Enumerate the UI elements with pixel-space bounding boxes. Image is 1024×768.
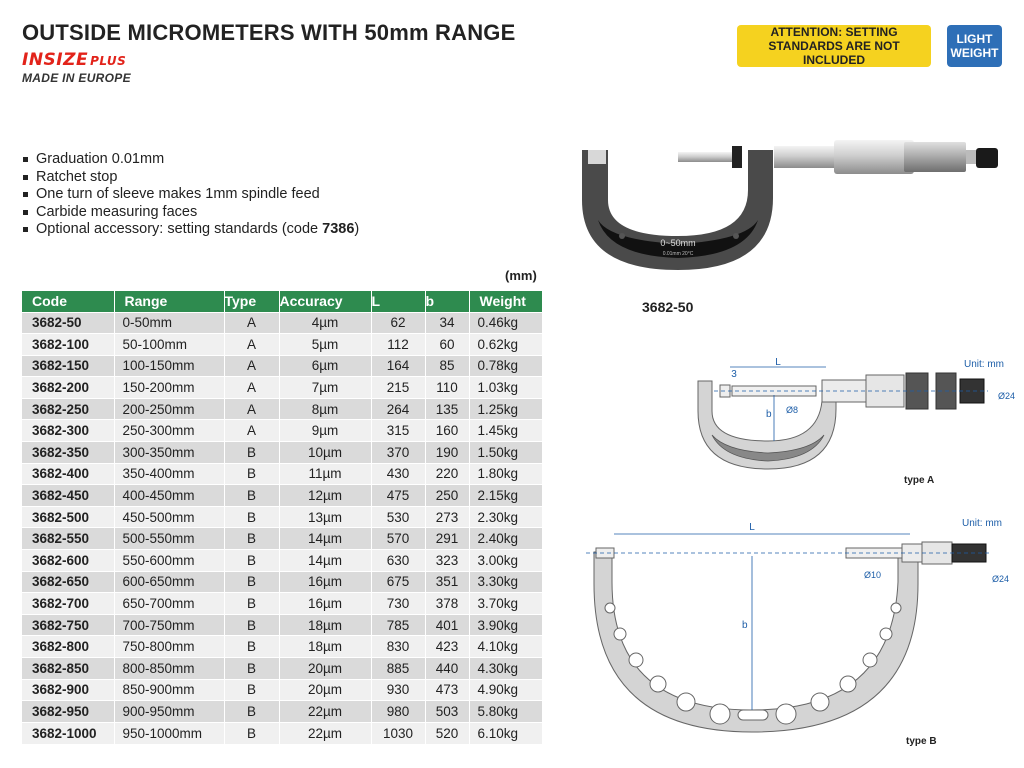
frame-hole [863,653,877,667]
ratchet [976,148,998,168]
cell-weight: 2.40kg [469,528,543,550]
cell-weight: 3.90kg [469,614,543,636]
cell-b: 423 [425,636,469,658]
cell-code: 3682-1000 [22,722,114,744]
table-row [22,528,543,550]
brand-plus: PLUS [90,54,127,68]
cell-code: 3682-150 [22,355,114,377]
dim-3-label-a: 3 [731,369,737,380]
table-row [22,722,543,744]
table-header-row [22,291,543,312]
feature-optional-suffix: ) [354,221,360,237]
cell-code: 3682-450 [22,485,114,507]
cell-l: 785 [371,614,425,636]
header-b: b [425,291,469,312]
cell-accuracy: 6µm [279,355,371,377]
cell-accuracy: 14µm [279,528,371,550]
cell-l: 530 [371,506,425,528]
cell-type: B [224,658,279,680]
table-row [22,355,543,377]
cell-code: 3682-950 [22,701,114,723]
anvil [588,150,606,164]
page-title: OUTSIDE MICROMETERS WITH 50mm RANGE [22,20,516,45]
cell-type: B [224,636,279,658]
cell-b: 473 [425,679,469,701]
table-row [22,506,543,528]
cell-b: 110 [425,377,469,399]
cell-l: 430 [371,463,425,485]
table-row [22,701,543,723]
feature-item: Graduation 0.01mm [22,151,359,169]
cell-b: 85 [425,355,469,377]
cell-range: 950-1000mm [114,722,224,744]
cell-code: 3682-400 [22,463,114,485]
table-row [22,658,543,680]
cell-type: B [224,463,279,485]
diagram-type-a [690,355,1016,495]
frame-hole [880,628,892,640]
cell-code: 3682-600 [22,550,114,572]
dim-l-label-a: L [775,357,781,368]
cell-accuracy: 22µm [279,701,371,723]
cell-weight: 4.30kg [469,658,543,680]
cell-accuracy: 8µm [279,398,371,420]
cell-b: 273 [425,506,469,528]
table-row [22,398,543,420]
dim-b-label-a: b [766,409,772,420]
frame-label: 0~50mm [660,238,696,248]
header-accuracy: Accuracy [279,291,371,312]
cell-code: 3682-250 [22,398,114,420]
cell-accuracy: 16µm [279,571,371,593]
frame-hole [677,693,695,711]
cell-accuracy: 7µm [279,377,371,399]
cell-range: 450-500mm [114,506,224,528]
unit-label-a: Unit: mm [964,359,1004,370]
cell-range: 400-450mm [114,485,224,507]
cell-b: 291 [425,528,469,550]
frame-hole [891,603,901,613]
brand-origin: MADE IN EUROPE [22,71,131,85]
cell-accuracy: 13µm [279,506,371,528]
dim-d24-label-a: Ø24 [998,391,1016,401]
cell-code: 3682-200 [22,377,114,399]
table-row [22,614,543,636]
cell-range: 50-100mm [114,334,224,356]
cell-range: 100-150mm [114,355,224,377]
cell-weight: 0.62kg [469,334,543,356]
cell-accuracy: 9µm [279,420,371,442]
cell-range: 0-50mm [114,312,224,334]
cell-range: 150-200mm [114,377,224,399]
cell-b: 351 [425,571,469,593]
frame-hole [811,693,829,711]
diagram-type-b [580,512,1010,752]
cell-code: 3682-700 [22,593,114,615]
cell-type: A [224,420,279,442]
photo-caption: 3682-50 [642,299,694,315]
cell-range: 300-350mm [114,442,224,464]
cell-range: 900-950mm [114,701,224,723]
cell-code: 3682-50 [22,312,114,334]
dim-l-label-b: L [749,522,755,533]
table-row [22,679,543,701]
cell-code: 3682-800 [22,636,114,658]
feature-item-optional [22,221,359,239]
table-row [22,442,543,464]
cell-code: 3682-500 [22,506,114,528]
table-row [22,312,543,334]
table-row [22,593,543,615]
cell-type: A [224,312,279,334]
cell-l: 570 [371,528,425,550]
cell-type: B [224,679,279,701]
frame-hole [605,603,615,613]
cell-range: 800-850mm [114,658,224,680]
cell-accuracy: 16µm [279,593,371,615]
lock-ring [732,146,742,168]
cell-weight: 1.03kg [469,377,543,399]
cell-b: 220 [425,463,469,485]
cell-b: 323 [425,550,469,572]
frame-slot [738,710,768,720]
cell-weight: 0.46kg [469,312,543,334]
cell-code: 3682-900 [22,679,114,701]
cell-accuracy: 10µm [279,442,371,464]
thimble [834,140,914,174]
cell-b: 250 [425,485,469,507]
cell-range: 350-400mm [114,463,224,485]
table-row [22,420,543,442]
cell-l: 264 [371,398,425,420]
table-unit: (mm) [505,268,537,283]
table-row [22,377,543,399]
header-code: Code [22,291,114,312]
table-row [22,571,543,593]
cell-accuracy: 22µm [279,722,371,744]
cell-l: 112 [371,334,425,356]
cell-accuracy: 18µm [279,636,371,658]
cell-l: 164 [371,355,425,377]
cell-type: B [224,550,279,572]
table-row [22,485,543,507]
table-body [22,312,543,744]
cell-weight: 1.25kg [469,398,543,420]
dim-b-label-b: b [742,620,748,631]
cell-accuracy: 11µm [279,463,371,485]
cell-code: 3682-350 [22,442,114,464]
cell-l: 475 [371,485,425,507]
cell-range: 750-800mm [114,636,224,658]
dim-d10-label-b: Ø10 [864,570,882,580]
table-row [22,334,543,356]
cell-code: 3682-100 [22,334,114,356]
cell-type: B [224,442,279,464]
cell-b: 378 [425,593,469,615]
frame-hole [629,653,643,667]
frame-sublabel: 0.01mm 20°C [662,251,694,257]
cell-range: 500-550mm [114,528,224,550]
feature-optional-prefix: Optional accessory: setting standards (code [36,221,323,237]
dim-d8-label-a: Ø8 [786,405,799,415]
header-weight: Weight [469,291,543,312]
cell-l: 730 [371,593,425,615]
cell-l: 315 [371,420,425,442]
cell-l: 630 [371,550,425,572]
micrometer-photo [568,128,1008,288]
cell-b: 34 [425,312,469,334]
cell-b: 520 [425,722,469,744]
cell-type: B [224,614,279,636]
cell-weight: 3.70kg [469,593,543,615]
cell-weight: 4.10kg [469,636,543,658]
cell-accuracy: 18µm [279,614,371,636]
light-weight-badge: LIGHT WEIGHT [947,25,1002,67]
attention-badge: ATTENTION: SETTING STANDARDS ARE NOT INCLUDED [737,25,931,67]
cell-weight: 4.90kg [469,679,543,701]
cell-range: 250-300mm [114,420,224,442]
spindle [678,152,736,162]
frame-hole [710,704,730,724]
cell-weight: 5.80kg [469,701,543,723]
cell-type: A [224,398,279,420]
brand-wordmark [22,50,182,70]
dim-d24-label-b: Ø24 [992,574,1010,584]
cell-type: B [224,528,279,550]
cell-type: A [224,377,279,399]
table-row [22,463,543,485]
feature-item: One turn of sleeve makes 1mm spindle feed [22,186,359,204]
cell-range: 850-900mm [114,679,224,701]
cell-code: 3682-300 [22,420,114,442]
cell-accuracy: 20µm [279,679,371,701]
cell-weight: 6.10kg [469,722,543,744]
cell-l: 1030 [371,722,425,744]
cell-range: 600-650mm [114,571,224,593]
cell-l: 370 [371,442,425,464]
cell-accuracy: 20µm [279,658,371,680]
table-row [22,636,543,658]
cell-range: 550-600mm [114,550,224,572]
cell-type: B [224,485,279,507]
cell-type: B [224,506,279,528]
cell-weight: 1.45kg [469,420,543,442]
frame-hole [650,676,666,692]
ratchet-neck [966,150,976,164]
cell-range: 200-250mm [114,398,224,420]
cell-accuracy: 14µm [279,550,371,572]
cell-b: 160 [425,420,469,442]
feature-list [22,151,359,239]
feature-item: Carbide measuring faces [22,204,359,222]
cell-accuracy: 4µm [279,312,371,334]
cell-b: 440 [425,658,469,680]
cell-b: 190 [425,442,469,464]
cell-l: 885 [371,658,425,680]
cell-b: 401 [425,614,469,636]
feature-optional-code: 7386 [322,221,355,237]
header-range: Range [114,291,224,312]
cell-l: 62 [371,312,425,334]
frame-hole [776,704,796,724]
cell-l: 215 [371,377,425,399]
frame-hole [840,676,856,692]
cell-range: 650-700mm [114,593,224,615]
unit-label-b: Unit: mm [962,518,1002,529]
thimble-knurl [904,142,966,172]
frame-dot [733,233,739,239]
cell-weight: 3.00kg [469,550,543,572]
cell-l: 980 [371,701,425,723]
feature-item: Ratchet stop [22,169,359,187]
cell-type: B [224,701,279,723]
cell-weight: 2.30kg [469,506,543,528]
cell-l: 930 [371,679,425,701]
cell-code: 3682-550 [22,528,114,550]
frame-hole [614,628,626,640]
cell-accuracy: 5µm [279,334,371,356]
brand-name: INSIZE [22,50,89,70]
cell-b: 60 [425,334,469,356]
type-a-caption: type A [904,475,935,486]
cell-code: 3682-750 [22,614,114,636]
cell-type: B [224,722,279,744]
brand-logo [22,50,182,90]
cell-weight: 0.78kg [469,355,543,377]
cell-weight: 2.15kg [469,485,543,507]
anvil-b [596,548,614,558]
cell-l: 830 [371,636,425,658]
cell-type: B [224,593,279,615]
cell-range: 700-750mm [114,614,224,636]
cell-l: 675 [371,571,425,593]
cell-code: 3682-650 [22,571,114,593]
cell-weight: 1.50kg [469,442,543,464]
table-row [22,550,543,572]
cell-weight: 3.30kg [469,571,543,593]
cell-type: A [224,334,279,356]
cell-code: 3682-850 [22,658,114,680]
cell-b: 135 [425,398,469,420]
type-b-caption: type B [906,736,937,747]
header-type: Type [224,291,279,312]
cell-type: A [224,355,279,377]
cell-accuracy: 12µm [279,485,371,507]
cell-weight: 1.80kg [469,463,543,485]
cell-b: 503 [425,701,469,723]
frame-dot [619,233,625,239]
cell-type: B [224,571,279,593]
header-l: L [371,291,425,312]
spec-table [22,291,543,744]
